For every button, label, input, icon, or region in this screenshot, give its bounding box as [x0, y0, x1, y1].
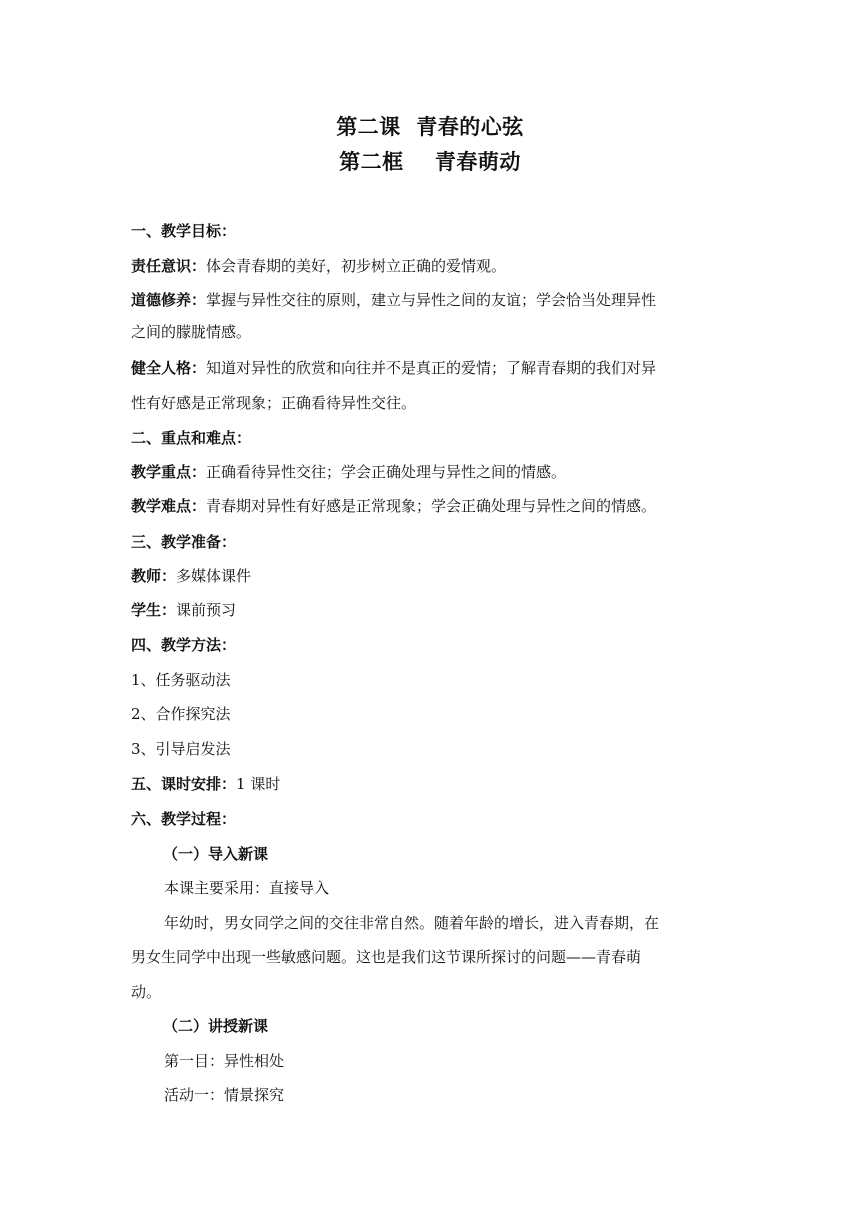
personality-line — [131, 358, 731, 378]
teacher-text: 多媒体课件 — [176, 567, 252, 585]
morality-line — [131, 290, 731, 310]
methods-heading: 四、教学方法： — [131, 636, 237, 654]
student-line — [131, 600, 731, 620]
part2-heading: （二）讲授新课 — [163, 1017, 269, 1035]
focus-text: 正确看待异性交往；学会正确处理与异性之间的情感。 — [206, 463, 567, 481]
method-item: 2、合作探究法 — [131, 705, 231, 723]
lesson-subtitle: 第二框 青春萌动 — [339, 150, 521, 174]
part1-method: 本课主要采用：直接导入 — [164, 879, 330, 897]
method-item: 3、引导启发法 — [131, 740, 231, 758]
student-text: 课前预习 — [176, 601, 237, 619]
part1-paragraph-line: 动。 — [131, 983, 162, 1001]
morality-text: 掌握与异性交往的原则，建立与异性之间的友谊；学会恰当处理异性 — [206, 291, 657, 309]
difficulty-text: 青春期对异性有好感是正常现象；学会正确处理与异性之间的情感。 — [206, 497, 657, 515]
responsibility-text: 体会青春期的美好，初步树立正确的爱情观。 — [206, 257, 507, 275]
process-heading: 六、教学过程： — [131, 810, 237, 828]
part2-item: 第一目：异性相处 — [164, 1052, 285, 1070]
morality-label: 道德修养： — [131, 291, 207, 309]
preparation-heading: 三、教学准备： — [131, 533, 237, 551]
key-points-heading: 二、重点和难点： — [131, 429, 252, 447]
schedule-heading: 五、课时安排： — [131, 775, 237, 793]
objectives-heading: 一、教学目标： — [131, 222, 237, 240]
part2-activity: 活动一：情景探究 — [164, 1086, 285, 1104]
focus-line — [131, 462, 731, 482]
schedule-text: 1 课时 — [236, 775, 281, 793]
personality-line-cont: 性有好感是正常现象；正确看待异性交往。 — [131, 394, 417, 412]
method-item: 1、任务驱动法 — [131, 671, 231, 689]
teacher-line — [131, 566, 731, 586]
personality-text: 知道对异性的欣赏和向往并不是真正的爱情；了解青春期的我们对异 — [206, 359, 657, 377]
focus-label: 教学重点： — [131, 463, 207, 481]
part1-paragraph-line: 年幼时，男女同学之间的交往非常自然。随着年龄的增长，进入青春期，在 — [164, 914, 660, 932]
personality-label: 健全人格： — [131, 359, 207, 377]
responsibility-line — [131, 256, 731, 276]
teacher-label: 教师： — [131, 567, 177, 585]
schedule-line — [131, 774, 731, 794]
morality-line-cont: 之间的朦胧情感。 — [131, 323, 252, 341]
difficulty-line — [131, 496, 731, 516]
part1-heading: （一）导入新课 — [163, 845, 269, 863]
part1-paragraph-line: 男女生同学中出现一些敏感问题。这也是我们这节课所探讨的问题——青春萌 — [131, 948, 642, 966]
difficulty-label: 教学难点： — [131, 497, 207, 515]
responsibility-label: 责任意识： — [131, 257, 207, 275]
lesson-title: 第二课 青春的心弦 — [336, 115, 524, 139]
student-label: 学生： — [131, 601, 177, 619]
